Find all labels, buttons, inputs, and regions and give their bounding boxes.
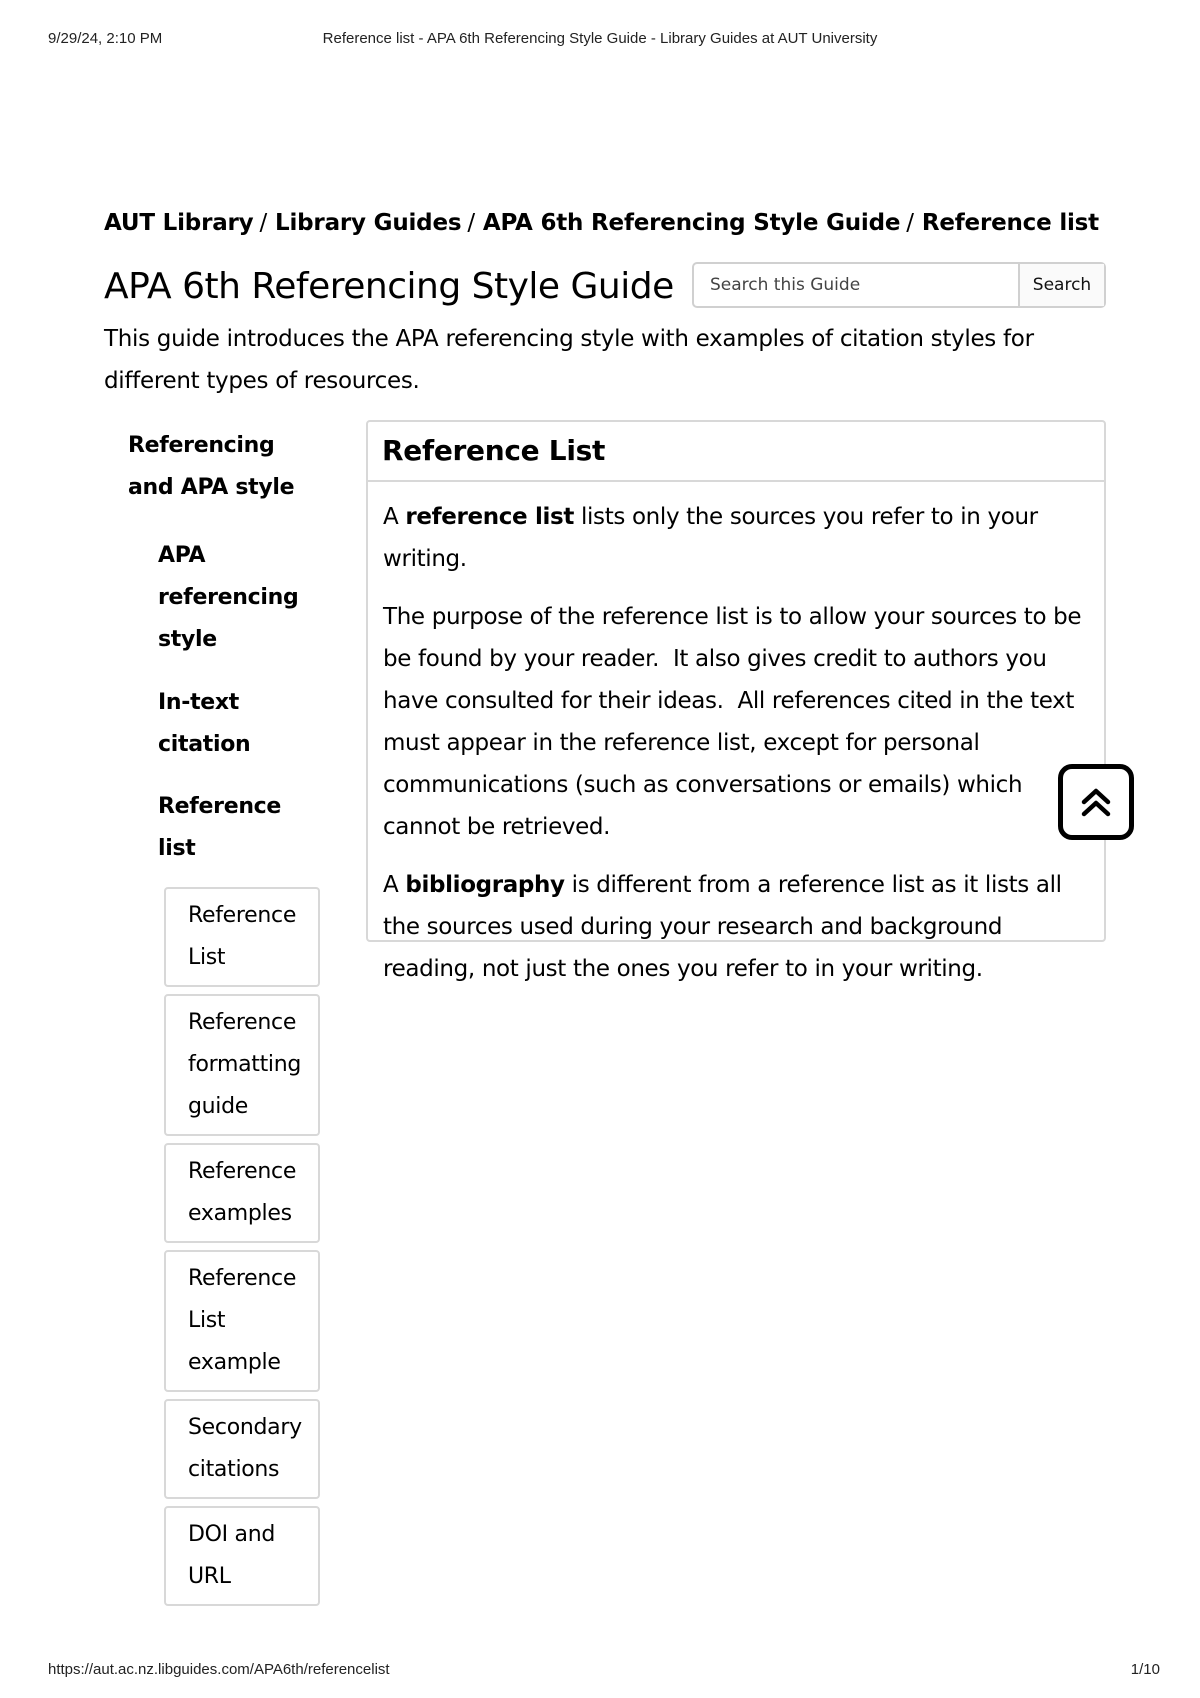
- paragraph-bibliography-definition: [383, 864, 1088, 990]
- nav-item-apa-referencing-style[interactable]: APA referencing style: [158, 543, 299, 652]
- nav-item-reference-list[interactable]: Reference list: [158, 794, 282, 861]
- guide-search: [692, 262, 1106, 308]
- nav-child-reference-examples[interactable]: Reference examples: [164, 1143, 320, 1243]
- print-page-number: 1/10: [1130, 1661, 1160, 1678]
- print-date: 9/29/24, 2:10 PM: [48, 30, 163, 47]
- search-input[interactable]: [694, 264, 1018, 306]
- text-segment: lists only the sources you refer to in your writing.: [383, 504, 1038, 572]
- nav-child-doi-and-url[interactable]: DOI and URL: [164, 1506, 320, 1606]
- print-url: https://aut.ac.nz.libguides.com/APA6th/referencelist: [48, 1661, 390, 1678]
- nav-item-in-text-citation[interactable]: In-text citation: [158, 690, 251, 757]
- page-title: APA 6th Referencing Style Guide: [104, 266, 674, 307]
- text-segment: A: [383, 504, 406, 530]
- breadcrumb-separator: /: [906, 210, 914, 236]
- breadcrumb-reference-list: Reference list: [921, 210, 1099, 236]
- bold-term-reference-list: reference list: [405, 504, 575, 530]
- search-button[interactable]: Search: [1018, 264, 1104, 306]
- nav-child-reference-list[interactable]: Reference List: [164, 887, 320, 987]
- nav-child-secondary-citations[interactable]: Secondary citations: [164, 1399, 320, 1499]
- reference-list-panel: [366, 420, 1106, 982]
- print-document-title: Reference list - APA 6th Referencing Style Guide - Library Guides at AUT University: [322, 30, 878, 47]
- breadcrumb: [104, 210, 1099, 236]
- double-chevron-up-icon: [1079, 785, 1113, 819]
- breadcrumb-aut-library[interactable]: AUT Library: [104, 210, 254, 236]
- bold-term-bibliography: bibliography: [405, 872, 565, 898]
- back-to-top-button[interactable]: [1058, 764, 1134, 840]
- breadcrumb-apa-guide[interactable]: APA 6th Referencing Style Guide: [482, 210, 901, 236]
- text-segment: A: [383, 872, 406, 898]
- text-segment: is different from a reference list as it lists all the sources used during your research and background reading, not just the ones you refer to in your writing.: [383, 872, 1062, 982]
- paragraph-reference-list-definition: [383, 496, 1088, 580]
- nav-child-reference-list-example[interactable]: Reference List example: [164, 1250, 320, 1392]
- nav-item-referencing-apa-style[interactable]: Referencing and APA style: [128, 433, 295, 500]
- panel-body: [368, 482, 1104, 990]
- breadcrumb-separator: /: [467, 210, 475, 236]
- panel-heading: Reference List: [368, 422, 1104, 482]
- breadcrumb-library-guides[interactable]: Library Guides: [275, 210, 462, 236]
- breadcrumb-separator: /: [259, 210, 268, 236]
- guide-description: This guide introduces the APA referencing style with examples of citation styles for different types of resources.: [104, 326, 1034, 394]
- nav-child-reference-formatting-guide[interactable]: Reference formatting guide: [164, 994, 320, 1136]
- paragraph-reference-list-purpose: The purpose of the reference list is to allow your sources to be be found by your reader. It also gives credit to authors you have consulted for their ideas. All references cited in the text must appear in the reference list, except for personal communications (such as conversations or emails) which cannot be retrieved.: [383, 604, 1082, 840]
